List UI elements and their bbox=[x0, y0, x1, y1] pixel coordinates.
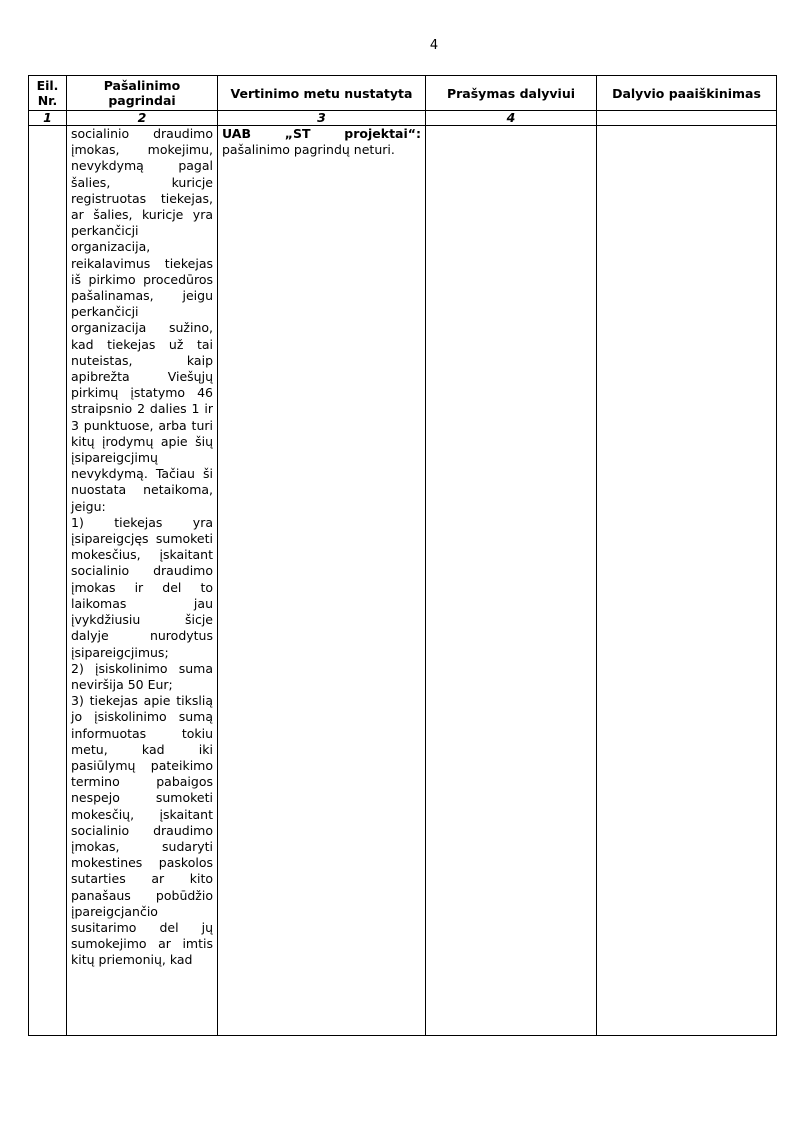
table-row bbox=[29, 126, 777, 1036]
supplier-name: UAB „ST projektai“: bbox=[222, 126, 421, 141]
column-number bbox=[597, 111, 777, 126]
header-dalyvio-paaiskinimas: Dalyvio paaiškinimas bbox=[597, 76, 777, 111]
exclusion-paragraph: socialinio draudimo įmokas, mokejimu, nevykdymą pagal šalies, kuricje registruotas tiekejas, ar šalies, kuricje yra perkančicji organizacija, reikalavimus tiekejas iš pirkimo procedūros pašalinamas, jeigu perkančicji organizacija sužino, kad tiekejas už tai nuteistas, kaip apibrežta Viešųjų pirkimų įstatymo 46 straipsnio 2 dalies 1 ir 3 punktuose, arba turi kitų įrodymų apie šių įsipareigcjimų nevykdymą. Tačiau ši nuostata netaikoma, jeigu: bbox=[71, 126, 213, 514]
cell-participant-explanation bbox=[597, 126, 777, 1036]
cell-request-to-participant bbox=[426, 126, 597, 1036]
header-row bbox=[29, 76, 777, 111]
column-number: 3 bbox=[218, 111, 426, 126]
evaluation-table bbox=[28, 75, 777, 1036]
header-vertinimo-metu-nustatyta: Vertinimo metu nustatyta bbox=[218, 76, 426, 111]
header-pasalinimo-pagrindai: Pašalinimo pagrindai bbox=[67, 76, 218, 111]
page-number: 4 bbox=[429, 38, 439, 53]
cell-evaluation-finding bbox=[218, 126, 426, 1036]
column-number: 4 bbox=[426, 111, 597, 126]
column-number-row bbox=[29, 111, 777, 126]
exclusion-paragraph: 1) tiekejas yra įsipareigcjęs sumoketi mokesčius, įskaitant socialinio draudimo įmokas ir del to laikomas jau įvykdžiusiu šicje dalyje nurodytus įsipareigcjimus; bbox=[71, 514, 213, 660]
exclusion-paragraph: 3) tiekejas apie tikslią jo įsiskolinimo sumą informuotas tokiu metu, kad iki pasiūlymų pateikimo termino pabaigos nespejo sumoketi mokesčių, įskaitant socialinio draudimo įmokas, sudaryti mokestines paskolos sutarties ar kito panašaus pobūdžio įpareigcjančio susitarimo del jų sumokejimo ar imtis kitų priemonių, kad bbox=[71, 693, 213, 968]
evaluation-result: pašalinimo pagrindų neturi. bbox=[222, 142, 395, 158]
cell-exclusion-grounds bbox=[67, 126, 218, 1036]
exclusion-paragraph: 2) įsiskolinimo suma neviršija 50 Eur; bbox=[71, 660, 213, 692]
column-number: 1 bbox=[29, 111, 67, 126]
column-number: 2 bbox=[67, 111, 218, 126]
cell-eil-nr bbox=[29, 126, 67, 1036]
header-eil-nr: Eil. Nr. bbox=[29, 76, 67, 111]
header-prasymas-dalyviui: Prašymas dalyviui bbox=[426, 76, 597, 111]
